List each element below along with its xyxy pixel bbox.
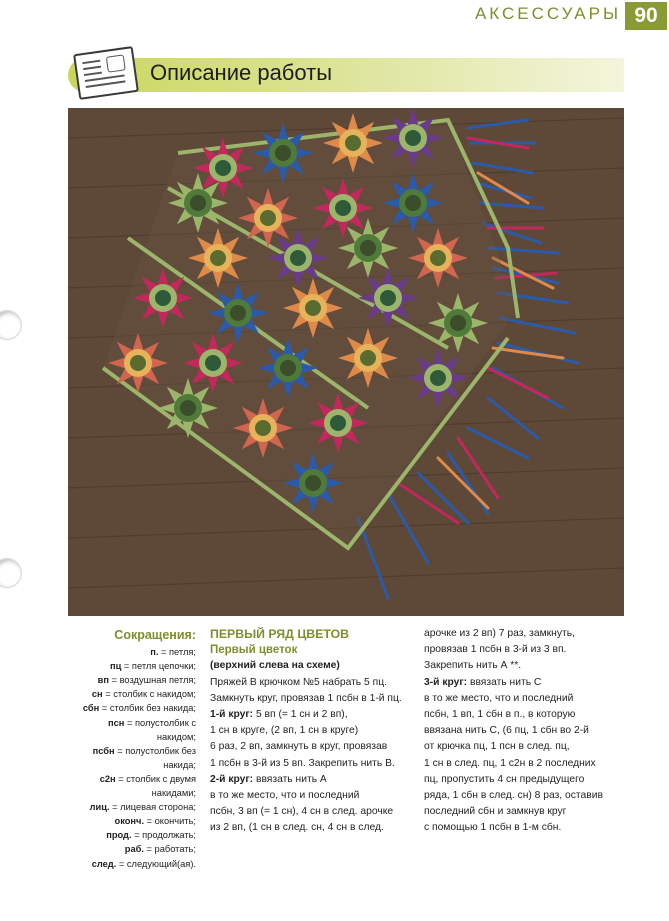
text-line: от крючка пц, 1 псн в след. пц, (424, 741, 570, 753)
crochet-flower (183, 333, 243, 393)
text-line: в то же место, что и последний (210, 790, 360, 802)
text-line: из 2 вп, (1 сн в след. сн, 4 сн в след. (210, 822, 384, 834)
note: (верхний слева на схеме) (210, 660, 340, 672)
abbr-item: оконч. = окончить; (114, 816, 196, 827)
crochet-flower (258, 338, 318, 398)
abbreviations-list (68, 628, 196, 871)
text-line: псбн, 1 вп, 1 сбн в п., в которую (424, 709, 576, 721)
text-line: последний сбн и замкнув круг (424, 806, 567, 818)
abbr-item: пц = петля цепочки; (109, 661, 196, 672)
text-line: Пряжей В крючком №5 набрать 5 пц. (210, 676, 387, 688)
section-heading: ПЕРВЫЙ РЯД ЦВЕТОВ (210, 627, 350, 641)
crochet-flower (308, 393, 368, 453)
abbr-item: псн = полустолбик с накидом; (108, 717, 196, 742)
abbr-item: с2н = столбик с двумя накидами; (99, 773, 196, 799)
crochet-flower (383, 108, 443, 168)
instructions-column-2 (424, 626, 624, 837)
abbr-item: псбн = полустолбик без накида; (92, 745, 196, 770)
page-number: 90 (625, 2, 667, 30)
crochet-flower (168, 173, 228, 233)
text-line: 6 раз, 2 вп, замкнуть в круг, провязав (210, 741, 388, 753)
text-line: в то же место, что и последний (424, 692, 574, 704)
text-line: с помощью 1 псбн в 1-м сбн. (424, 822, 562, 834)
crochet-flower (323, 113, 383, 173)
instructions-column-1 (210, 626, 412, 837)
round-1: 1-й круг: 5 вп (= 1 сн и 2 вп), (210, 709, 348, 721)
text-line: 1 сн в круге, (2 вп, 1 сн в круге) (210, 725, 359, 737)
text-line: ряда, 1 сбн в след. сн) 8 раз, оставив (424, 790, 603, 802)
abbr-item: прод. = продолжать; (106, 830, 196, 841)
crochet-flower (283, 278, 343, 338)
pattern-book-icon (73, 46, 139, 100)
banner-title: Описание работы (150, 60, 333, 85)
crochet-flower (313, 178, 373, 238)
crochet-flower (188, 228, 248, 288)
section-title: АКСЕССУАРЫ (474, 4, 621, 23)
crochet-flower (338, 328, 398, 388)
text-line: псбн, 3 вп (= 1 сн), 4 сн в след. арочке (210, 806, 394, 818)
crochet-flower (428, 293, 488, 353)
abbr-item: раб. = работать; (124, 844, 196, 855)
crochet-flower (338, 218, 398, 278)
crochet-flower (108, 333, 168, 393)
crochet-flower (158, 378, 218, 438)
crochet-flower (358, 268, 418, 328)
section-banner (68, 58, 624, 92)
text-line: Замкнуть круг, провязав 1 псбн в 1-й пц. (210, 692, 402, 704)
abbr-item: сн = столбик с накидом; (91, 689, 196, 700)
crochet-flower (268, 228, 328, 288)
text-line: арочке из 2 вп) 7 раз, замкнуть, (424, 628, 575, 639)
crochet-flower (238, 188, 298, 248)
abbr-item: вп = воздушная петля; (97, 675, 196, 686)
text-line: ввязана нить С, (6 пц, 1 сбн во 2-й (424, 725, 589, 737)
binder-hole-top (0, 310, 22, 340)
crochet-flower (283, 453, 343, 513)
text-line: провязав 1 псбн в 3-й из 3 вп. (424, 644, 567, 656)
crochet-flower (408, 348, 468, 408)
text-line: пц, пропустить 4 сн предыдущего (424, 773, 585, 785)
text-line: 1 псбн в 3-й из 5 вп. Закрепить нить В. (210, 757, 395, 769)
round-3: 3-й круг: ввязать нить С (424, 676, 542, 688)
text-line: Закрепить нить А **. (424, 660, 522, 672)
abbreviations-title: Сокращения: (114, 628, 196, 642)
subheading: Первый цветок (210, 644, 298, 657)
crochet-flower (253, 123, 313, 183)
abbr-item: п. = петля; (150, 647, 196, 658)
crochet-flower (208, 283, 268, 343)
crochet-flower (408, 228, 468, 288)
text-line: 1 сн в след. пц, 1 с2н в 2 последних (424, 757, 596, 769)
round-2: 2-й круг: ввязать нить А (210, 773, 327, 785)
crochet-flower (383, 173, 443, 233)
binder-hole-bottom (0, 558, 22, 588)
abbr-item: след. = следующий(ая). (91, 858, 196, 869)
crochet-flower (233, 398, 293, 458)
abbr-item: сбн = столбик без накида; (82, 703, 196, 714)
shawl-photo (68, 108, 624, 616)
abbr-item: лиц. = лицевая сторона; (89, 802, 196, 813)
crochet-flower (133, 268, 193, 328)
